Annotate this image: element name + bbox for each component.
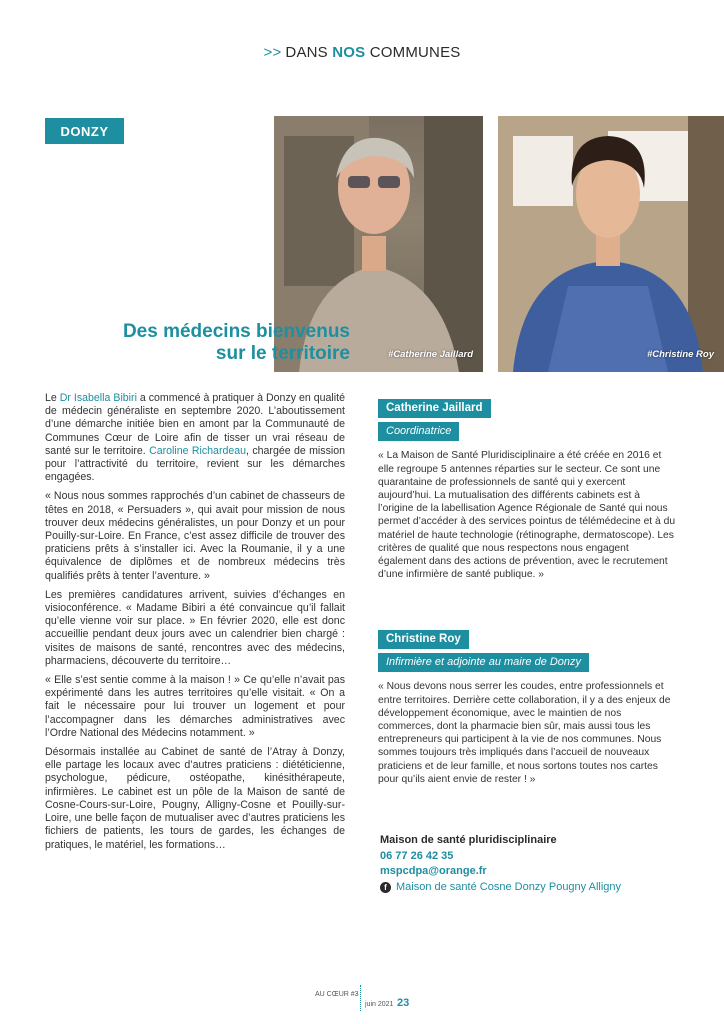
location-tag: DONZY bbox=[45, 118, 124, 144]
contact-phone[interactable]: 06 77 26 42 35 bbox=[380, 849, 454, 862]
article-body bbox=[45, 392, 345, 858]
paragraph-intro bbox=[45, 392, 345, 484]
interview-catherine bbox=[378, 399, 678, 581]
footer-separator bbox=[360, 985, 361, 1011]
article-title bbox=[80, 321, 350, 365]
section-chevron: >> bbox=[263, 44, 282, 61]
mission-officer-name: Caroline Richardeau bbox=[149, 444, 247, 457]
facebook-icon: f bbox=[380, 882, 391, 893]
photo-caption: #Catherine Jaillard bbox=[387, 349, 473, 360]
contact-block bbox=[380, 833, 680, 895]
interview-quote: « Nous devons nous serrer les coudes, entre professionnels et entre territoires. Derrière cette collaboration, il y a des enjeux de développement économique, avec le maintien de nos commerces, dont la pharmacie bien sûr, mais aussi tous les entrepreneurs qui participent à la vie de nos communes. Nous sommes toujours très impliqués dans l’accueil de nouveaux praticiens et de leur famille, et nous sortons toutes nos cartes pour qu’ils aient envie de rester ! » bbox=[378, 681, 671, 785]
text-span: , chargée de mission pour l’attractivité du territoire, revient sur les démarches engagées. bbox=[45, 444, 346, 484]
section-header bbox=[0, 44, 724, 61]
section-title-part1: DANS bbox=[285, 44, 333, 61]
issue-date: juin 2021 bbox=[365, 1001, 394, 1008]
contact-organization: Maison de santé pluridisciplinaire bbox=[380, 834, 557, 846]
title-line-1: Des médecins bienvenus bbox=[122, 321, 350, 342]
facebook-label: Maison de santé Cosne Donzy Pougny Alligny bbox=[396, 880, 622, 893]
text-span: Le bbox=[45, 392, 60, 404]
interview-christine bbox=[378, 630, 678, 786]
section-title-part2: NOS bbox=[332, 44, 366, 61]
magazine-name: AU CŒUR #3 bbox=[315, 991, 359, 998]
text-span: a commencé à pratiquer à Donzy en qualité de médecin généraliste en septembre 2020. L’aboutissement d’une démarche initiée bien en amont par la Communauté de Communes Cœur de Loire afin de tisser un vrai réseau de santé sur le territoire. bbox=[45, 392, 345, 457]
photo-christine-roy bbox=[498, 116, 724, 372]
paragraph-4: « Elle s’est sentie comme à la maison ! » Ce qu’elle n’avait pas expérimenté dans les autres territoires qu’elle visitait. « On a fait le nécessaire pour lui trouver un logement et pour l’accompagner dans les démarches administratives avec l’Ordre National des Médecins notamment. » bbox=[45, 674, 345, 739]
paragraph-2: « Nous nous sommes rapprochés d’un cabinet de chasseurs de têtes en 2018, « Persuaders », qui avait pour mission de nous trouver deux médecins généralistes, un pour Donzy et un pour Pouilly-sur-Loire. En France, c’est assez difficile de trouver des praticiens prêts à s’installer ici. Avec la Roumanie, il y a une équivalence de diplômes et de nombreux médecins très qualifiés prêts à tenter l’aventure. » bbox=[45, 490, 345, 582]
facebook-link[interactable] bbox=[380, 880, 680, 896]
page-number: 23 bbox=[397, 997, 410, 1009]
interviewee-role: Coordinatrice bbox=[378, 422, 459, 441]
portrait-illustration-2 bbox=[498, 116, 724, 372]
title-line-2: sur le territoire bbox=[215, 343, 350, 364]
interviewee-role: Infirmière et adjointe au maire de Donzy bbox=[378, 653, 589, 672]
paragraph-3: Les premières candidatures arrivent, suivies d’échanges en visioconférence. « Madame Bibiri a été convaincue qu’il fallait qu’elle vienne voir sur place. » En février 2020, elle est donc accueillie pendant deux jours avec un calendrier bien chargé : visites de maisons de santé, rencontres avec des médecins, pharmaciens, découverte du territoire… bbox=[45, 588, 345, 667]
contact-email[interactable]: mspcdpa@orange.fr bbox=[380, 865, 487, 877]
interview-quote: « La Maison de Santé Pluridisciplinaire a été créée en 2016 et elle regroupe 5 antennes réparties sur le secteur. Ce sont une quarantaine de professionnels de santé qui y exercent aujourd’hui. La mutualisation des différents cabinets est à l’origine de la labellisation Agence Régionale de Santé qui nous permet d’accéder à des services pointus de télémédecine et à du matériel de haute technologie (rétinographe, dermatoscope). Les critères de qualité que nous respectons nous engagent également dans des actions de prévention, avec le recrutement d’une infirmière de santé publique. » bbox=[378, 450, 676, 581]
interviewee-name: Christine Roy bbox=[378, 630, 469, 649]
doctor-name: Dr Isabella Bibiri bbox=[59, 392, 137, 404]
paragraph-5: Désormais installée au Cabinet de santé de l’Atray à Donzy, elle partage les locaux avec d’autres praticiens : diététicienne, psychologue, pédicure, ostéopathe, kinésithérapeute, infirmières. Le cabinet est un pôle de la Maison de santé de Cosne-Cours-sur-Loire, Pougny, Alligny-Cosne et Pouilly-sur-Loire, une belle façon de mutualiser avec d’autres praticiens les fichiers de patients, les tours de gardes, les échanges de pratiques, le matériel, les formations… bbox=[45, 746, 345, 851]
section-title-part3: COMMUNES bbox=[365, 44, 461, 61]
photo-caption: #Christine Roy bbox=[646, 349, 714, 360]
interviewee-name: Catherine Jaillard bbox=[378, 399, 491, 418]
